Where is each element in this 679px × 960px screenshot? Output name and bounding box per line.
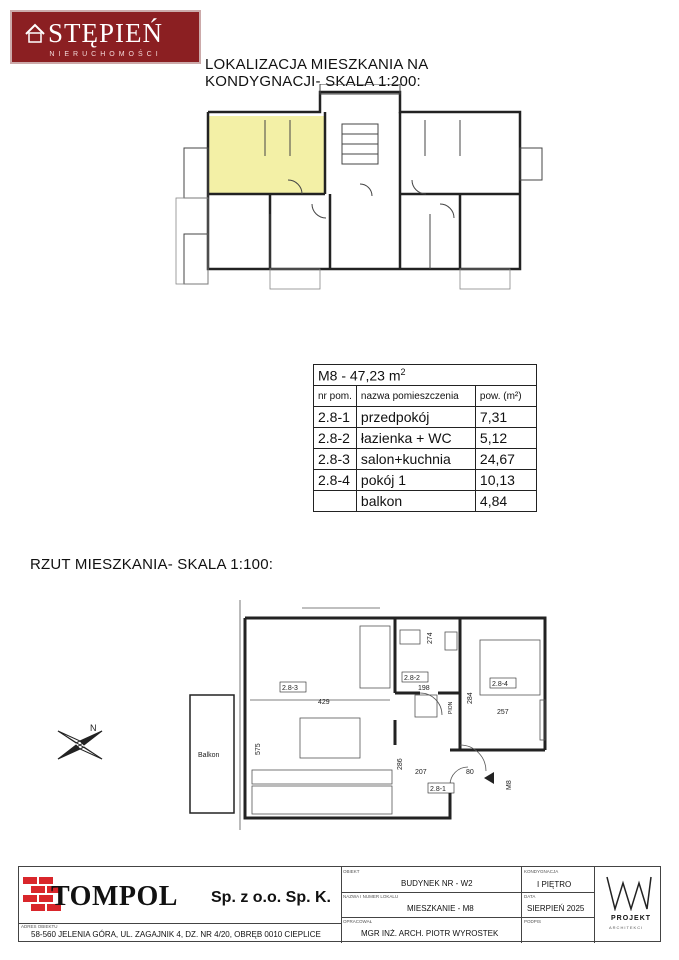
apartment-plan	[40, 600, 570, 830]
address-label: ADRES OBIEKTU	[21, 924, 58, 929]
dim-429: 429	[318, 699, 330, 706]
svg-text:N: N	[90, 723, 97, 733]
room-area: 24,67	[475, 449, 536, 470]
room-name: balkon	[356, 491, 475, 512]
label-r2: 2.8-2	[404, 675, 420, 682]
label-balkon: Balkon	[198, 752, 220, 759]
storey-label: KONDYGNACJA	[524, 869, 559, 874]
plan-title: RZUT MIESZKANIA- SKALA 1:100:	[30, 556, 274, 573]
floor-location-plan	[170, 84, 550, 294]
company-suffix: Sp. z o.o. Sp. K.	[211, 889, 331, 906]
table-row	[314, 470, 537, 491]
room-area-table	[313, 364, 537, 512]
firm-logo-sub: ARCHITEKCI	[609, 925, 644, 930]
room-area: 4,84	[475, 491, 536, 512]
date-value: SIERPIEŃ 2025	[527, 904, 585, 913]
table-row	[314, 449, 537, 470]
dim-207: 207	[415, 769, 427, 776]
room-area: 7,31	[475, 407, 536, 428]
unit-value: MIESZKANIE - M8	[407, 904, 474, 913]
entrance-arrow-icon	[484, 772, 494, 784]
address-value: 58-560 JELENIA GÓRA, UL. ZAGAJNIK 4, DZ. NR 4/20, OBRĘB 0010 CIEPLICE	[31, 930, 321, 939]
sign-label: PODPIS	[524, 919, 542, 924]
dim-274: 274	[427, 632, 434, 644]
logo-subtitle: NIERUCHOMOŚCI	[49, 51, 162, 58]
table-row	[314, 491, 537, 512]
dim-575: 575	[255, 743, 262, 755]
dim-286: 286	[397, 758, 404, 770]
table-row	[314, 407, 537, 428]
label-r3: 2.8-3	[282, 685, 298, 692]
label-m8: M8	[506, 780, 513, 790]
label-r4: 2.8-4	[492, 681, 508, 688]
firm-logo-text: PROJEKT	[611, 915, 652, 922]
room-nr	[314, 491, 357, 512]
room-name: przedpokój	[356, 407, 475, 428]
logo-brand: STĘPIEŃ	[48, 18, 163, 48]
room-nr: 2.8-1	[314, 407, 357, 428]
room-area: 5,12	[475, 428, 536, 449]
date-label: DATA	[524, 894, 536, 899]
dim-198: 198	[418, 685, 430, 692]
col-header-name: nazwa pomieszczenia	[356, 386, 475, 407]
unit-highlight	[208, 116, 326, 194]
author-value: MGR INŻ. ARCH. PIOTR WYROSTEK	[361, 929, 499, 938]
unit-label: NAZWA I NUMER LOKALU	[343, 894, 399, 899]
room-nr: 2.8-4	[314, 470, 357, 491]
col-header-nr: nr pom.	[314, 386, 357, 407]
col-header-area: pow. (m²)	[475, 386, 536, 407]
unit-area: M8 - 47,23 m	[318, 367, 401, 384]
storey-value: I PIĘTRO	[537, 880, 572, 889]
dim-284: 284	[467, 692, 474, 704]
room-name: salon+kuchnia	[356, 449, 475, 470]
page-title: LOKALIZACJA MIESZKANIA NA KONDYGNACJI- SKALA 1:200:	[205, 56, 428, 90]
author-label: OPRACOWAŁ	[343, 919, 373, 924]
object-label: OBIEKT	[343, 869, 360, 874]
compass-icon	[58, 723, 102, 759]
title-block	[18, 866, 661, 942]
table-row	[314, 428, 537, 449]
room-name: łazienka + WC	[356, 428, 475, 449]
room-area: 10,13	[475, 470, 536, 491]
dim-80: 80	[466, 769, 474, 776]
label-r1: 2.8-1	[430, 786, 446, 793]
company-name: TOMPOL	[51, 881, 178, 912]
dim-257: 257	[497, 709, 509, 716]
room-nr: 2.8-3	[314, 449, 357, 470]
room-name: pokój 1	[356, 470, 475, 491]
pion-label: PION	[448, 701, 454, 714]
unit-area-sup: 2	[400, 366, 406, 377]
stepien-logo	[10, 10, 201, 64]
room-nr: 2.8-2	[314, 428, 357, 449]
projekt-logo-icon	[605, 875, 653, 911]
object-value: BUDYNEK NR - W2	[401, 879, 473, 888]
